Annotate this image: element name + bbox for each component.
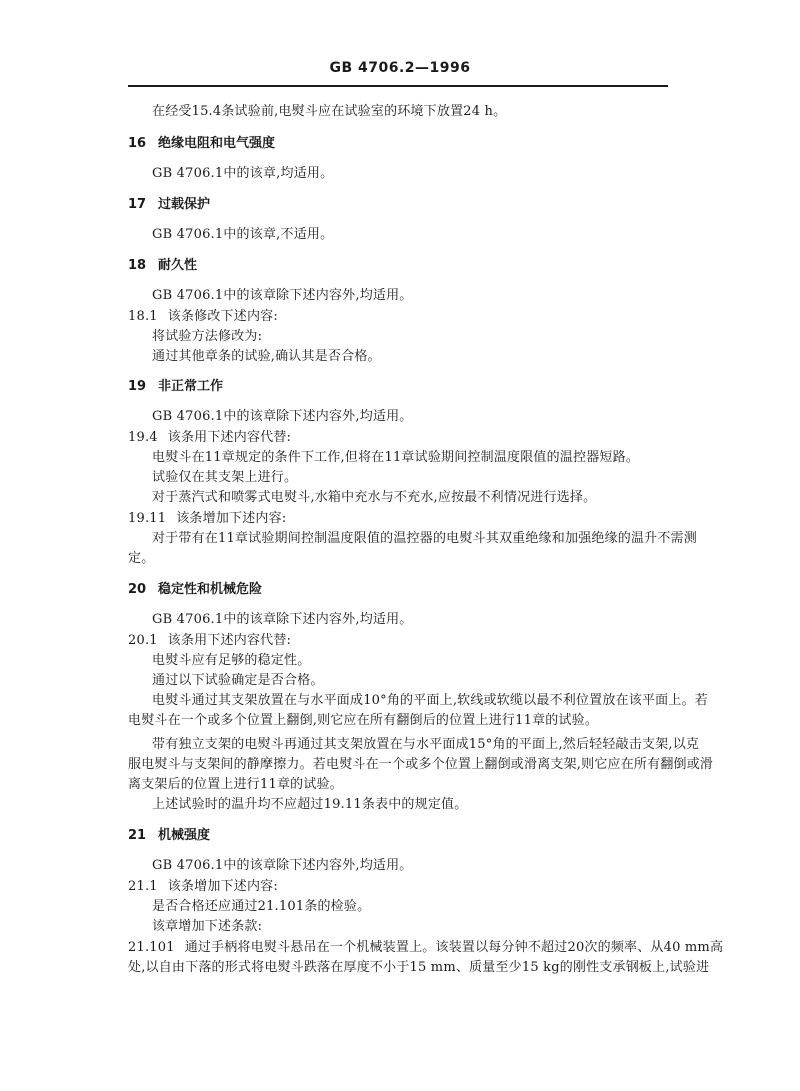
text-content: 对于带有在11章试验期间控制温度限值的温控器的电熨斗其双重绝缘和加强绝缘的温升不需测 (152, 531, 697, 546)
section-title: 绝缘电阻和电气强度 (158, 136, 276, 151)
section-title: 非正常工作 (158, 379, 224, 394)
paragraph-line (152, 692, 708, 710)
text-content: 试验仅在其支架上进行。 (152, 470, 298, 485)
section-heading (128, 135, 275, 153)
clause-line (128, 429, 291, 447)
clause-number: 21.101 (128, 940, 175, 955)
section-number: 18 (128, 258, 147, 273)
paragraph-line (128, 756, 713, 774)
paragraph-line (152, 226, 333, 244)
paragraph-line (152, 611, 413, 629)
section-number: 17 (128, 197, 147, 212)
text-content: 将试验方法修改为: (152, 329, 263, 344)
paragraph-line (152, 408, 413, 426)
paragraph-line (152, 103, 506, 121)
paragraph-line (152, 489, 596, 507)
paragraph-line (128, 712, 598, 730)
text-content: 在经受15.4条试验前,电熨斗应在试验室的环境下放置24 h。 (152, 104, 507, 119)
section-heading (128, 581, 262, 599)
text-content: 电熨斗在一个或多个位置上翻倒,则它应在所有翻倒后的位置上进行11章的试验。 (128, 713, 599, 728)
section-number: 19 (128, 379, 147, 394)
clause-number: 19.4 (128, 430, 158, 445)
text-content: 电熨斗通过其支架放置在与水平面成10°角的平面上,软线或软缆以最不利位置放在该平面上。若 (152, 693, 708, 708)
section-heading (128, 827, 210, 845)
text-content: 通过以下试验确定是否合格。 (152, 673, 324, 688)
paragraph-line (152, 736, 699, 754)
text-content: GB 4706.1中的该章除下述内容外,均适用。 (152, 612, 413, 627)
text-content: 处,以自由下落的形式将电熨斗跌落在厚度不小于15 mm、质量至少15 kg的刚性支承钢板上,试验进 (128, 960, 710, 975)
clause-line (128, 510, 286, 528)
paragraph-line (152, 530, 697, 548)
paragraph-line (152, 857, 413, 875)
section-title: 稳定性和机械危险 (158, 582, 263, 597)
section-title: 过载保护 (158, 197, 211, 212)
paragraph-line (152, 287, 413, 305)
clause-number: 19.11 (128, 511, 167, 526)
section-number: 20 (128, 582, 147, 597)
text-content: 上述试验时的温升均不应超过19.11条表中的规定值。 (152, 797, 468, 812)
section-title: 机械强度 (158, 828, 211, 843)
paragraph-line (152, 672, 324, 690)
text-content: GB 4706.1中的该章,均适用。 (152, 166, 334, 181)
paragraph-line (152, 918, 262, 936)
text-content: 该条增加下述内容: (167, 879, 278, 894)
text-content: GB 4706.1中的该章除下述内容外,均适用。 (152, 409, 413, 424)
section-heading (128, 257, 197, 275)
paragraph-line (152, 348, 381, 366)
text-content: 该条用下述内容代替: (167, 633, 292, 648)
section-heading (128, 196, 210, 214)
text-content: GB 4706.1中的该章除下述内容外,均适用。 (152, 858, 413, 873)
text-content: GB 4706.1中的该章除下述内容外,均适用。 (152, 288, 413, 303)
text-content: 服电熨斗与支架间的静摩擦力。若电熨斗在一个或多个位置上翻倒或滑离支架,则它应在所有翻倒或滑 (128, 757, 714, 772)
paragraph-line (152, 796, 467, 814)
clause-number: 18.1 (128, 309, 158, 324)
clause-line (128, 308, 278, 326)
text-content: 带有独立支架的电熨斗再通过其支架放置在与水平面成15°角的平面上,然后轻轻敲击支架,以克 (152, 737, 700, 752)
text-content: 是否合格还应通过21.101条的检验。 (152, 899, 371, 914)
text-content: 电熨斗在11章规定的条件下工作,但将在11章试验期间控制温度限值的温控器短路。 (152, 450, 640, 465)
clause-number: 21.1 (128, 879, 158, 894)
paragraph-line (152, 165, 333, 183)
paragraph-line (152, 449, 639, 467)
text-content: 定。 (128, 551, 155, 566)
paragraph-line (128, 776, 343, 794)
text-content: GB 4706.1中的该章,不适用。 (152, 227, 334, 242)
text-content: 通过手柄将电熨斗悬吊在一个机械装置上。该装置以每分钟不超过20次的频率、从40 mm高 (184, 940, 724, 955)
clause-line (128, 878, 278, 896)
paragraph-line (152, 328, 262, 346)
paragraph-line (152, 898, 370, 916)
text-content: 该条用下述内容代替: (167, 430, 292, 445)
standard-header: GB 4706.2—1996 (329, 60, 471, 76)
text-content: 该条修改下述内容: (167, 309, 278, 324)
text-content: 对于蒸汽式和喷雾式电熨斗,水箱中充水与不充水,应按最不利情况进行选择。 (152, 490, 597, 505)
paragraph-line (152, 652, 310, 670)
clause-line (128, 939, 723, 957)
clause-number: 20.1 (128, 633, 158, 648)
paragraph-line (128, 550, 154, 568)
paragraph-line (152, 469, 297, 487)
section-heading (128, 378, 223, 396)
paragraph-line (128, 959, 709, 977)
text-content: 离支架后的位置上进行11章的试验。 (128, 777, 343, 792)
text-content: 该章增加下述条款: (152, 919, 263, 934)
clause-line (128, 632, 291, 650)
text-content: 通过其他章条的试验,确认其是否合格。 (152, 349, 381, 364)
text-content: 电熨斗应有足够的稳定性。 (152, 653, 311, 668)
section-number: 21 (128, 828, 147, 843)
section-title: 耐久性 (158, 258, 198, 273)
section-number: 16 (128, 136, 147, 151)
header-rule (128, 85, 668, 87)
text-content: 该条增加下述内容: (176, 511, 287, 526)
